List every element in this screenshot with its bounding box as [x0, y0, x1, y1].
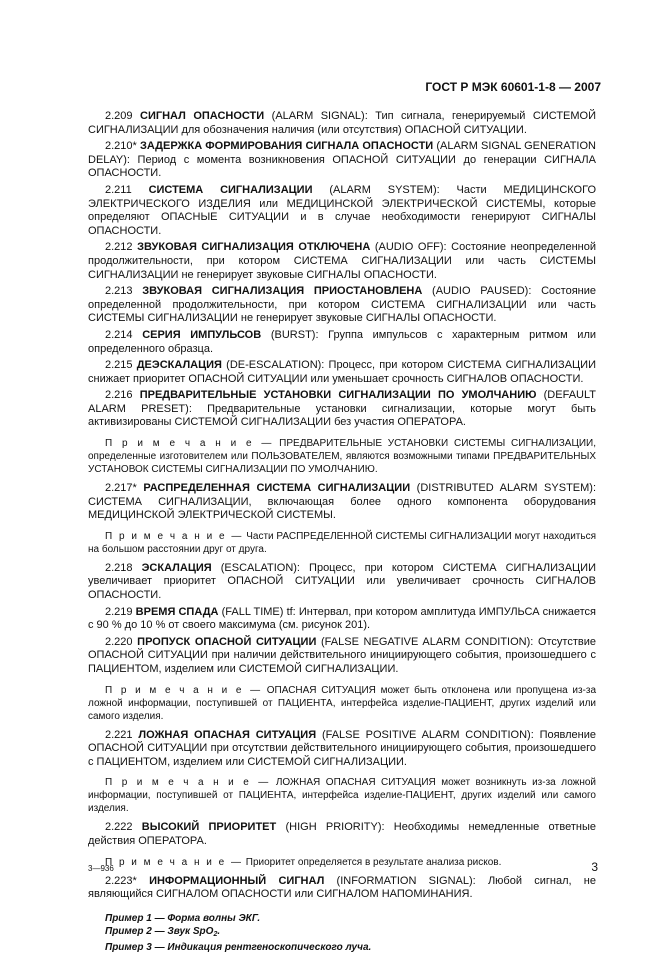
entry-2-212 — [88, 241, 596, 282]
note-label: П р и м е ч а н и е — — [105, 856, 243, 868]
entry-text: (DEFAULT ALARM PRESET): Предварительные установки сигнализации, которые могут быть активизированы СИСТЕМОЙ СИГНАЛИЗАЦИИ без участия ОПЕРАТОРА. — [88, 389, 596, 429]
note-label: П р и м е ч а н и е — — [105, 530, 244, 542]
entry-term: ПРОПУСК ОПАСНОЙ СИТУАЦИИ — [137, 635, 317, 648]
entry-number: 2.222 — [105, 821, 133, 834]
entry-text: (HIGH PRIORITY): Необходимы немедленные ответные действия ОПЕРАТОРА. — [88, 821, 596, 847]
note-label: П р и м е ч а н и е — — [105, 777, 271, 789]
entry-term: ЗАДЕРЖКА ФОРМИРОВАНИЯ СИГНАЛА ОПАСНОСТИ — [139, 140, 434, 153]
note-label: П р и м е ч а н и е — — [105, 684, 263, 696]
entry-term: ЗВУКОВАЯ СИГНАЛИЗАЦИЯ ПРИОСТАНОВЛЕНА — [142, 285, 423, 298]
entry-number: 2.209 — [105, 110, 133, 122]
entry-text: (ALARM SIGNAL): Тип сигнала, генерируемый СИСТЕМОЙ СИГНАЛИЗАЦИИ для обозначения наличия (или отсутствия) ОПАСНОЙ СИТУАЦИИ. — [88, 110, 596, 136]
note-2-221 — [88, 776, 596, 815]
entry-term: ЗВУКОВАЯ СИГНАЛИЗАЦИЯ ОТКЛЮЧЕНА — [137, 241, 371, 254]
entry-2-220 — [88, 636, 596, 677]
entry-term: ЭСКАЛАЦИЯ — [141, 561, 212, 574]
entry-text: (BURST): Группа импульсов с характерным ритмом или определенного образца. — [88, 328, 597, 355]
note-text: Приоритет определяется в результате анализа рисков. — [245, 856, 502, 868]
entry-text: (AUDIO OFF): Состояние неопределенной продолжительности, при котором СИСТЕМА СИГНАЛИЗАЦИИ или часть СИСТЕМЫ СИГНАЛИЗАЦИИ не генерирует звуковые СИГНАЛЫ ОПАСНОСТИ. — [88, 241, 596, 281]
entry-term: ДЕЭСКАЛАЦИЯ — [136, 359, 222, 372]
entry-term: ПРЕДВАРИТЕЛЬНЫЕ УСТАНОВКИ СИГНАЛИЗАЦИИ ПО УМОЛЧАНИЮ — [139, 389, 537, 402]
entry-number: 2.216 — [105, 389, 133, 402]
example-2-subscript: 2 — [213, 930, 218, 938]
entry-2-218 — [88, 562, 596, 603]
entry-2-219 — [88, 606, 596, 633]
print-code: 3—936 — [88, 864, 114, 873]
entry-text: (ALARM SYSTEM): Части МЕДИЦИНСКОГО ЭЛЕКТРИЧЕСКОГО ИЗДЕЛИЯ или МЕДИЦИНСКОЙ ЭЛЕКТРИЧЕСКОЙ СИСТЕМЫ, которые определяют ОПАСНЫЕ СИТУАЦИИ и в случае необходимости генерируют СИГНАЛЫ ОПАСНОСТИ. — [88, 183, 597, 237]
entry-number: 2.211 — [105, 183, 132, 196]
example-2-end: . — [217, 925, 221, 937]
entry-text: (AUDIO PAUSED): Состояние определенной продолжительности, при котором СИСТЕМА СИГНАЛИЗАЦИИ или часть СИСТЕМЫ СИГНАЛИЗАЦИИ не генерирует звуковые СИГНАЛЫ ОПАСНОСТИ. — [88, 285, 596, 325]
entry-text: (INFORMATION SIGNAL): Любой сигнал, не являющийся СИГНАЛОМ ОПАСНОСТИ или СИГНАЛОМ НАПОМИНАНИЯ. — [88, 874, 596, 901]
entry-2-221 — [88, 729, 596, 770]
entry-text: (ESCALATION): Процесс, при котором СИСТЕМА СИГНАЛИЗАЦИИ увеличивает приоритет ОПАСНОЙ СИТУАЦИИ или увеличивает срочность СИГНАЛОВ ОПАСНОСТИ. — [88, 561, 596, 602]
page-number: 3 — [591, 860, 598, 874]
entry-2-213 — [88, 285, 596, 326]
document-header: ГОСТ Р МЭК 60601-1-8 — 2007 — [425, 80, 601, 94]
entry-number: 2.215 — [105, 359, 133, 372]
entry-term: ВЫСОКИЙ ПРИОРИТЕТ — [141, 821, 277, 834]
entry-2-216 — [88, 389, 596, 430]
example-2 — [88, 925, 596, 941]
entry-2-215 — [88, 359, 596, 386]
entry-number: 2.210* — [105, 140, 137, 153]
entry-term: СЕРИЯ ИМПУЛЬСОВ — [142, 328, 262, 341]
document-body — [88, 110, 596, 954]
entry-term: ВРЕМЯ СПАДА — [135, 605, 219, 618]
entry-2-223 — [88, 875, 596, 902]
entry-number: 2.213 — [105, 285, 133, 298]
entry-2-209 — [88, 110, 596, 137]
note-2-216 — [88, 437, 596, 476]
example-1: Пример 1 — Форма волны ЭКГ. — [105, 912, 261, 924]
entry-number: 2.212 — [105, 241, 133, 254]
entry-number: 2.223* — [105, 874, 137, 887]
note-2-217 — [88, 530, 596, 556]
entry-2-214 — [88, 329, 596, 356]
entry-number: 2.214 — [105, 328, 133, 341]
entry-text: (DE-ESCALATION): Процесс, при котором СИСТЕМА СИГНАЛИЗАЦИИ снижает приоритет ОПАСНОЙ СИТУАЦИИ или уменьшает срочность СИГНАЛОВ ОПАСНОСТИ. — [88, 359, 596, 385]
entry-number: 2.220 — [105, 635, 133, 648]
entry-2-217 — [88, 482, 596, 523]
entry-text: (DISTRIBUTED ALARM SYSTEM): СИСТЕМА СИГНАЛИЗАЦИИ, включающая более одного компонента оборудования МЕДИЦИНСКОЙ ЭЛЕКТРИЧЕСКОЙ СИСТЕМЫ. — [88, 482, 597, 522]
example-3: Пример 3 — Индикация рентгеноскопического луча. — [105, 941, 372, 953]
entry-number: 2.218 — [105, 561, 133, 574]
entry-term: ЛОЖНАЯ ОПАСНАЯ СИТУАЦИЯ — [138, 728, 317, 741]
entry-term: ИНФОРМАЦИОННЫЙ СИГНАЛ — [149, 874, 325, 887]
entry-2-222 — [88, 821, 596, 848]
entry-term: РАСПРЕДЕЛЕННАЯ СИСТЕМА СИГНАЛИЗАЦИИ — [143, 482, 411, 495]
entry-2-210 — [88, 140, 596, 181]
note-text: ПРЕДВАРИТЕЛЬНЫЕ УСТАНОВКИ СИСТЕМЫ СИГНАЛИЗАЦИИ, определенные изготовителем или ПОЛЬЗОВАТЕЛЕМ, являются возможными типами ПРЕДВАРИТЕЛЬНЫХ УСТАНОВОК СИСТЕМЫ СИГНАЛИЗАЦИИ ПО УМОЛЧАНИЮ. — [88, 438, 597, 476]
example-2-text: Пример 2 — Звук SpO — [105, 925, 214, 937]
note-label: П р и м е ч а н и е — — [105, 438, 274, 450]
entry-term: СИСТЕМА СИГНАЛИЗАЦИИ — [148, 183, 313, 196]
note-text: Части РАСПРЕДЕЛЕННОЙ СИСТЕМЫ СИГНАЛИЗАЦИИ могут находиться на большом расстоянии друг от друга. — [88, 530, 597, 555]
entry-number: 2.219 — [105, 605, 133, 618]
note-text: ОПАСНАЯ СИТУАЦИЯ может быть отклонена или пропущена из-за ложной информации, поступившей от ПАЦИЕНТА, интерфейса изделие-ПАЦИЕНТ, других изделий или самого изделия. — [88, 684, 597, 722]
entry-text: (ALARM SIGNAL GENERATION DELAY): Период с момента возникновения ОПАСНОЙ СИТУАЦИИ до генерации СИГНАЛА ОПАСНОСТИ. — [88, 140, 596, 180]
entry-text: (FALSE NEGATIVE ALARM CONDITION): Отсутствие ОПАСНОЙ СИТУАЦИИ при наличии действительного инициирующего события, произошедшего с ПАЦИЕНТОМ, изделием или СИСТЕМОЙ СИГНАЛИЗАЦИИ. — [88, 635, 596, 675]
entry-number: 2.221 — [105, 728, 133, 741]
note-2-222 — [88, 856, 596, 869]
entry-text: (FALSE POSITIVE ALARM CONDITION): Появление ОПАСНОЙ СИТУАЦИИ при отсутствии действительного инициирующего события, произошедшего с ПАЦИЕНТОМ, изделием или СИСТЕМОЙ СИГНАЛИЗАЦИИ. — [88, 728, 597, 768]
entry-number: 2.217* — [105, 482, 137, 495]
entry-term: СИГНАЛ ОПАСНОСТИ — [140, 110, 265, 122]
entry-2-211 — [88, 184, 596, 238]
note-text: ЛОЖНАЯ ОПАСНАЯ СИТУАЦИЯ может возникнуть из-за ложной информации, поступившей от ПАЦИЕНТА, интерфейса изделие-ПАЦИЕНТ, других изделий или самого изделия. — [88, 777, 597, 815]
note-2-220 — [88, 684, 596, 723]
entry-text: (FALL TIME) tf: Интервал, при котором амплитуда ИМПУЛЬСА снижается с 90 % до 10 % от своего максимума (см. рисунок 201). — [88, 605, 597, 632]
